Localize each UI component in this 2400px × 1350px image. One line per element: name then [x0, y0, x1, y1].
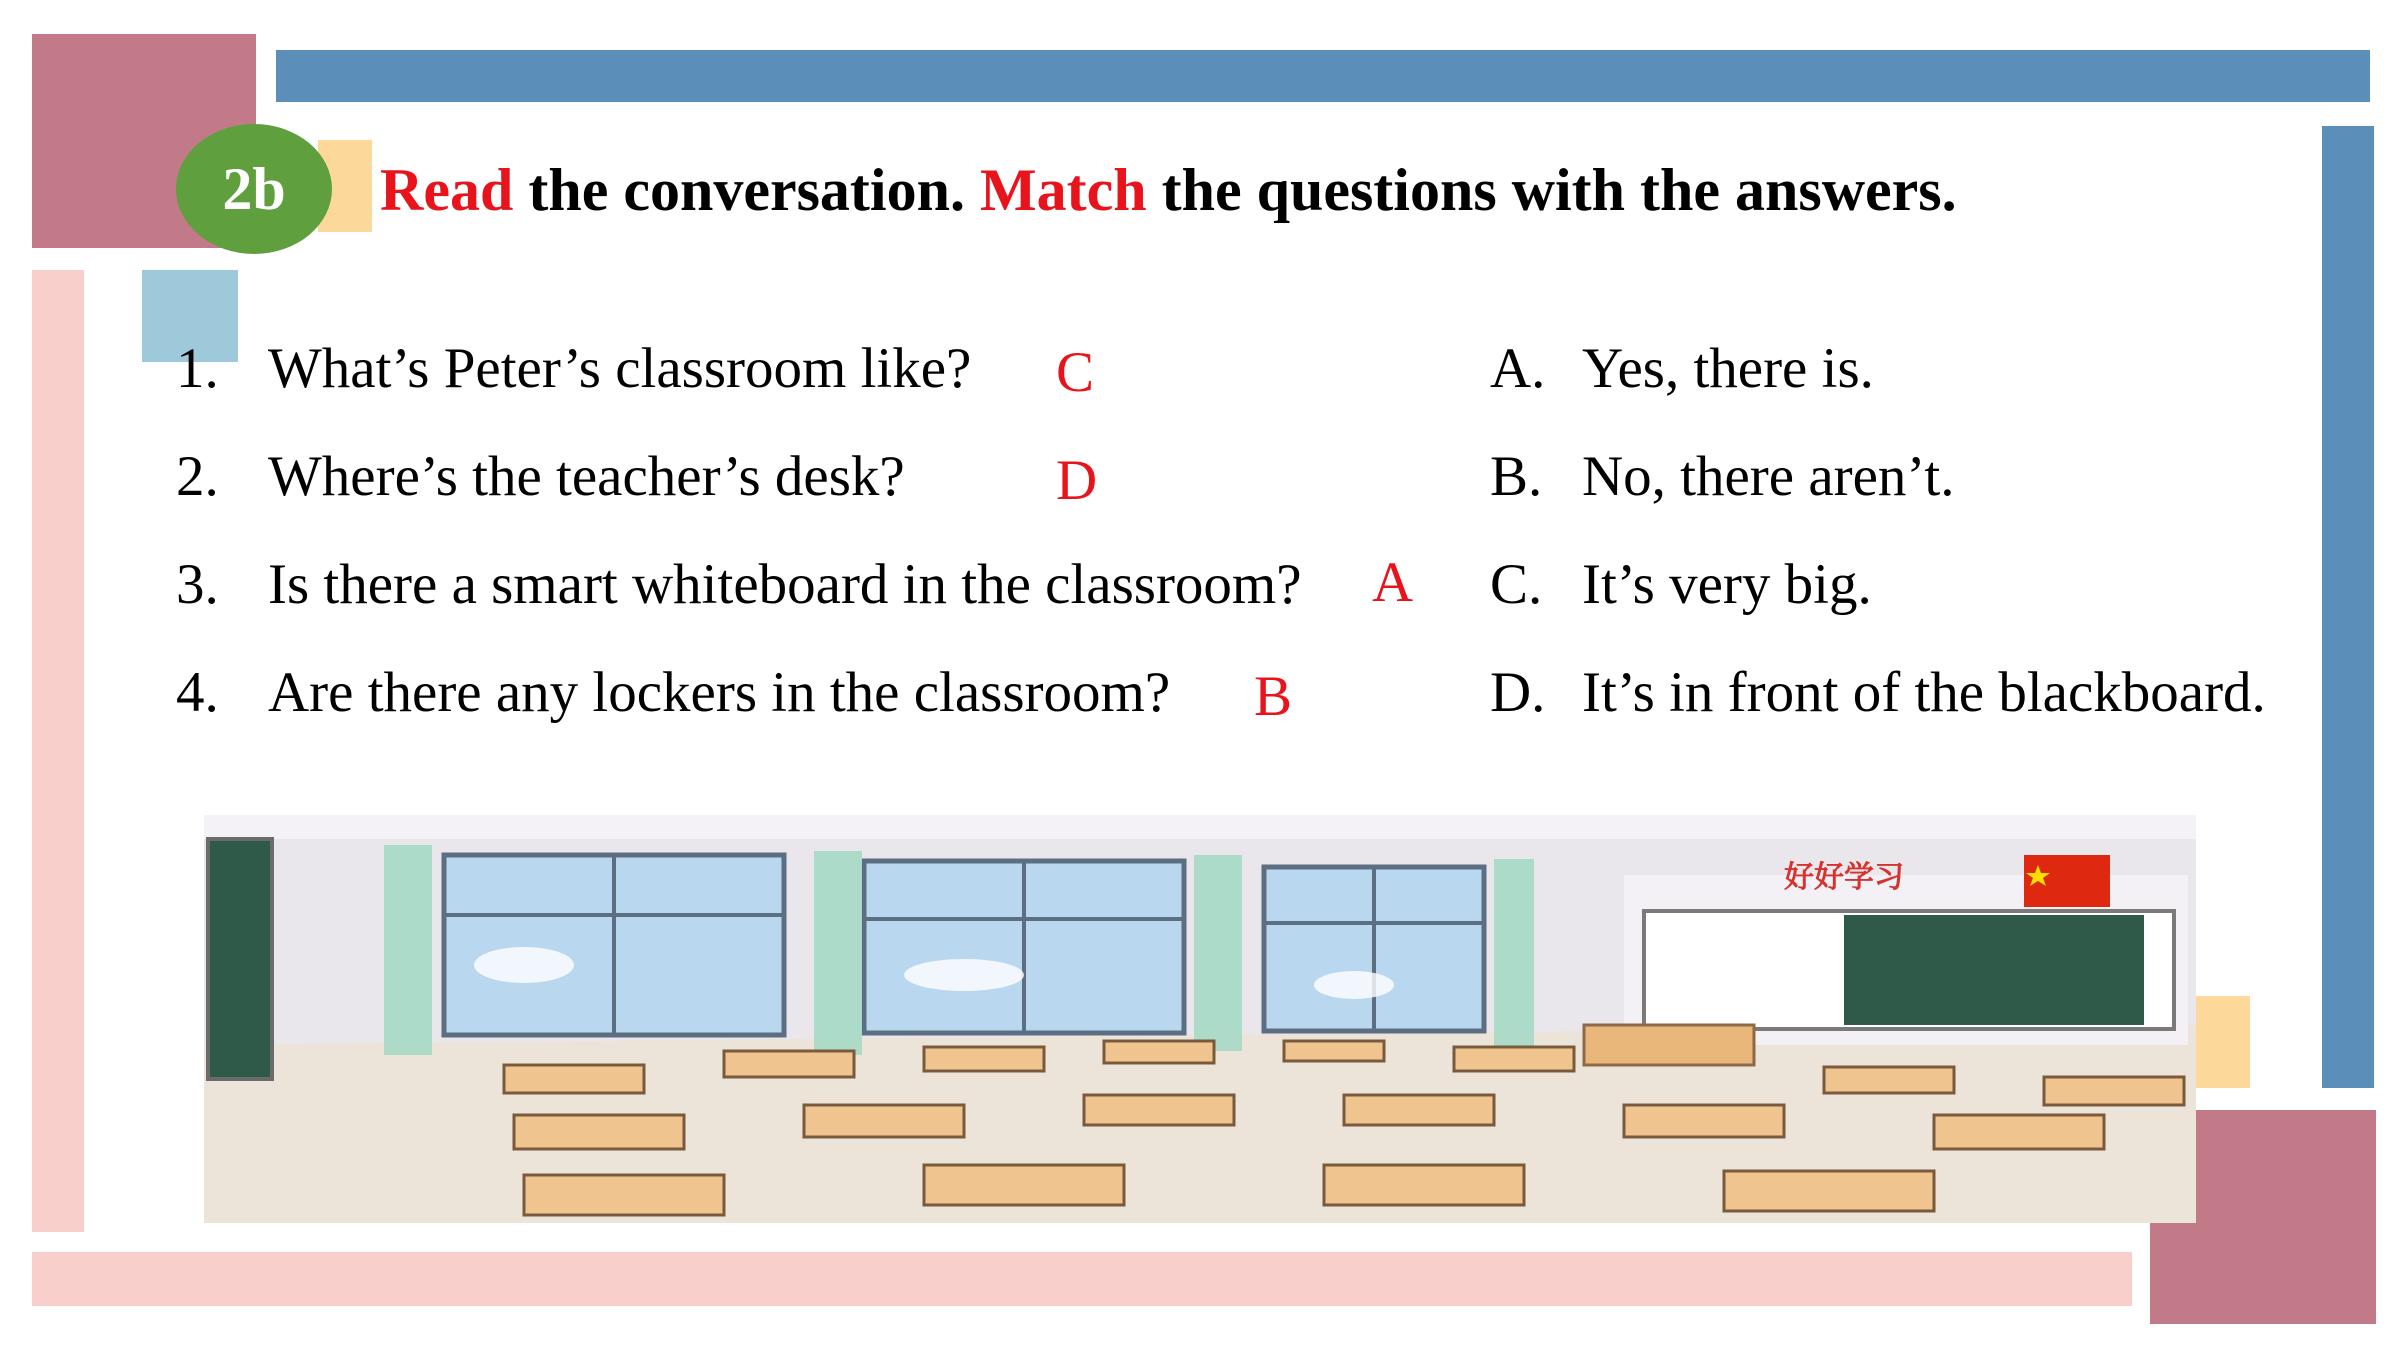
option-b — [1490, 442, 1954, 512]
answer-1: C — [1056, 341, 1095, 404]
option-text: It’s in front of the blackboard. — [1582, 661, 2266, 724]
instruction-text — [380, 150, 1957, 230]
option-letter: D. — [1490, 661, 1546, 724]
question-number: 4. — [176, 661, 219, 724]
section-badge: 2b — [176, 124, 332, 254]
question-1 — [176, 334, 971, 404]
option-a — [1490, 334, 1874, 404]
question-text: Where’s the teacher’s desk? — [268, 445, 905, 508]
instruction-match: Match — [979, 157, 1147, 223]
question-text: Are there any lockers in the classroom? — [268, 661, 1171, 724]
question-number: 2. — [176, 445, 219, 508]
answer-3: A — [1372, 551, 1414, 614]
question-2 — [176, 442, 905, 512]
option-letter: A. — [1490, 337, 1546, 400]
option-c — [1490, 550, 1872, 620]
question-number: 3. — [176, 553, 219, 616]
option-text: It’s very big. — [1582, 553, 1872, 616]
instruction-segment: the conversation. — [513, 157, 980, 223]
question-3 — [176, 550, 1302, 620]
right-bar — [2322, 126, 2374, 1088]
option-letter: C. — [1490, 553, 1543, 616]
question-text: What’s Peter’s classroom like? — [268, 337, 972, 400]
option-letter: B. — [1490, 445, 1543, 508]
instruction-segment: the questions with the answers. — [1146, 157, 1957, 223]
classroom-illustration — [204, 815, 2196, 1223]
question-text: Is there a smart whiteboard in the classroom? — [268, 553, 1302, 616]
question-number: 1. — [176, 337, 219, 400]
option-text: No, there aren’t. — [1582, 445, 1955, 508]
small-square-yellow-right — [2196, 996, 2250, 1088]
instruction-read: Read — [380, 157, 514, 223]
classroom-banner: 好好学习 — [1784, 860, 1904, 895]
top-bar — [276, 50, 2370, 102]
answer-4: B — [1254, 665, 1293, 728]
bottom-bar — [32, 1252, 2132, 1306]
answer-2: D — [1056, 449, 1098, 512]
left-bar — [32, 270, 84, 1232]
option-d — [1490, 658, 2266, 728]
question-4 — [176, 658, 1170, 728]
option-text: Yes, there is. — [1582, 337, 1874, 400]
